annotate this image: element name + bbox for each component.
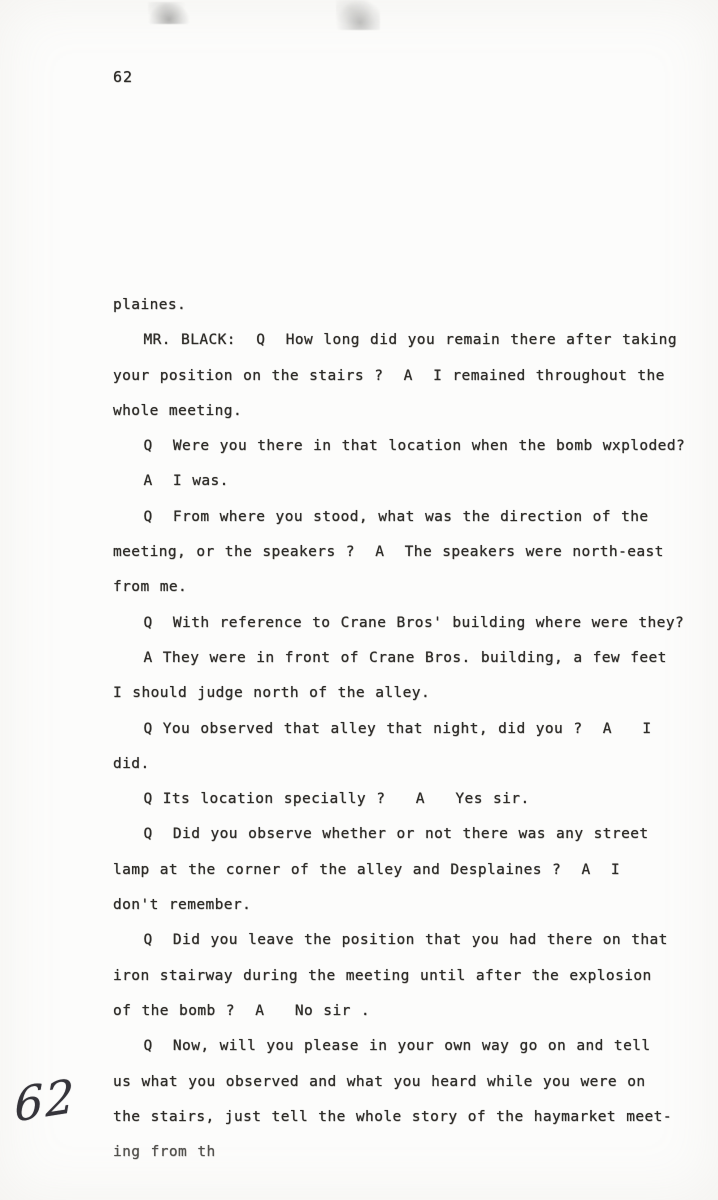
scan-smudge-left [148,2,190,24]
transcript-line: A They were in front of Crane Bros. building, a few feet [113,649,667,666]
transcript-line: the stairs, just tell the whole story of the haymarket meet- [113,1108,672,1125]
handwritten-page-number: 62 [14,1068,77,1133]
transcript-line: Q Did you leave the position that you had there on that [113,932,668,949]
transcript-line: meeting, or the speakers ? A The speakers were north-east [113,544,664,561]
typed-page-number: 62 [113,68,134,86]
transcript-line: don't remember. [113,897,252,914]
transcript-line: whole meeting. [113,402,243,419]
transcript-line: Q Its location specially ? A Yes sir. [113,791,530,808]
transcript-line: lamp at the corner of the alley and Desplaines ? A I [113,861,621,878]
transcript-line: ing from th [113,1144,216,1161]
transcript-line: of the bomb ? A No sir . [113,1002,371,1019]
scan-smudge-right [336,0,380,30]
transcript-line: your position on the stairs ? A I remained throughout the [113,367,665,384]
transcript-line: Q With reference to Crane Bros' building where were they? [113,614,685,631]
transcript-line: Q Were you there in that location when the bomb wxploded? [113,438,686,455]
transcript-line: I should judge north of the alley. [113,685,431,702]
transcript-line: iron stairway during the meeting until after the explosion [113,967,652,984]
transcript-line: from me. [113,579,188,596]
transcript-line: Q From where you stood, what was the direction of the [113,508,649,525]
transcript-line: Q Now, will you please in your own way go on and tell [113,1038,651,1055]
transcript-line: did. [113,755,150,772]
transcript-line: us what you observed and what you heard while you were on [113,1073,646,1090]
transcript-line: Q Did you observe whether or not there was any street [113,826,649,843]
transcript-line: A I was. [113,473,229,490]
transcript-line: Q You observed that alley that night, did you ? A I [113,720,652,737]
transcript-line: MR. BLACK: Q How long did you remain there after taking [113,332,677,349]
transcript-body [113,288,693,1170]
transcript-line: plaines. [113,297,187,313]
